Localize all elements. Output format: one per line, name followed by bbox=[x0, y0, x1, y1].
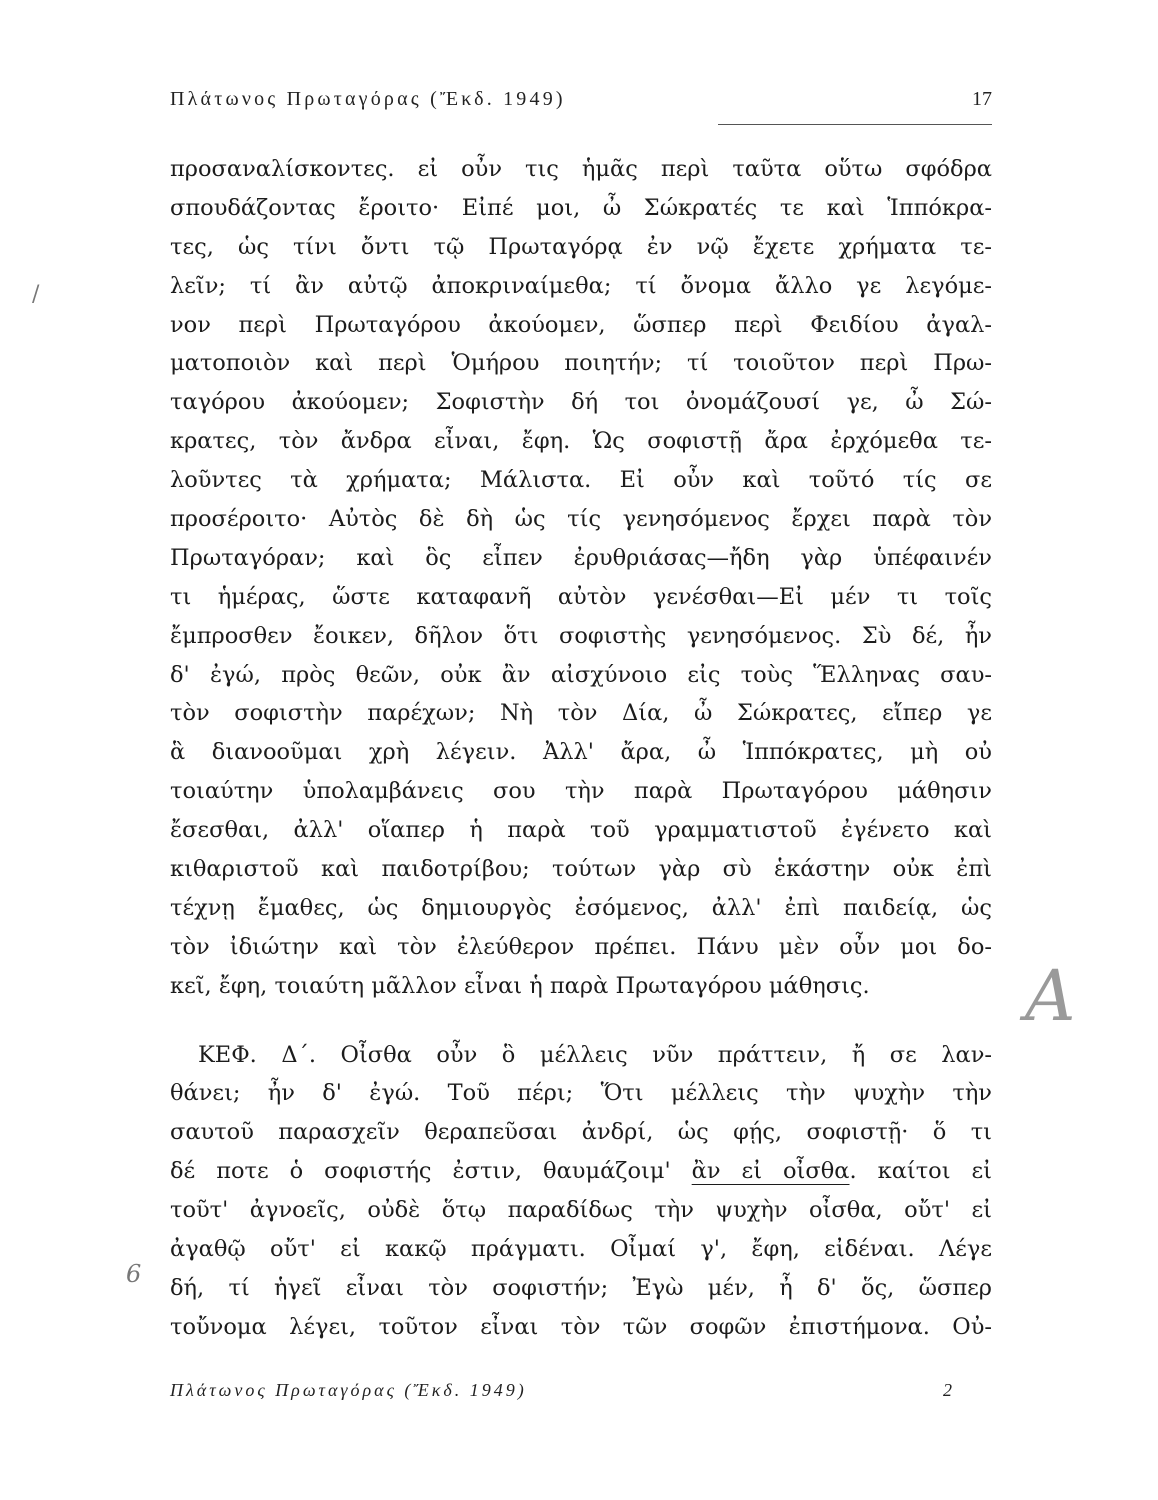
text-line: τὸν σοφιστὴν παρέχων; Νὴ τὸν Δία, ὦ Σώκρατες, εἴπερ γε bbox=[170, 700, 992, 727]
text-line: προσαναλίσκοντες. εἰ οὖν τις ἡμᾶς περὶ ταῦτα οὕτω σφόδρα bbox=[170, 156, 992, 182]
text-line: ἔσεσθαι, ἀλλ' οἵαπερ ἡ παρὰ τοῦ γραμματιστοῦ ἐγένετο καὶ bbox=[170, 817, 992, 844]
text-line: σπουδάζοντας ἔροιτο· Εἰπέ μοι, ὦ Σώκρατές τε καὶ Ἱππόκρα- bbox=[170, 194, 992, 221]
text-line: ἀγαθῷ οὔτ' εἰ κακῷ πράγματι. Οἶμαί γ', ἔφη, εἰδέναι. Λέγε bbox=[170, 1236, 992, 1263]
text-line: δ' ἐγώ, πρὸς θεῶν, οὐκ ἂν αἰσχύνοιο εἰς τοὺς Ἕλληνας σαυ- bbox=[170, 661, 992, 688]
text-line: τοὔνομα λέγει, τοῦτον εἶναι τὸν τῶν σοφῶν ἐπιστήμονα. Οὐ- bbox=[170, 1313, 992, 1340]
margin-annotation-right: A bbox=[1025, 955, 1076, 1037]
text-line: κιθαριστοῦ καὶ παιδοτρίβου; τούτων γὰρ σὺ ἑκάστην οὐκ ἐπὶ bbox=[170, 856, 992, 883]
text-line: Πρωταγόραν; καὶ ὃς εἶπεν ἐρυθριάσας—ἤδη γὰρ ὑπέφαινέν bbox=[170, 544, 992, 571]
text-line: κρατες, τὸν ἄνδρα εἶναι, ἔφη. Ὡς σοφιστῇ ἄρα ἐρχόμεθα τε- bbox=[170, 428, 992, 455]
text-line: ἃ διανοοῦμαι χρὴ λέγειν. Ἀλλ' ἄρα, ὦ Ἱππόκρατες, μὴ οὐ bbox=[170, 739, 992, 766]
text-line: ματοποιὸν καὶ περὶ Ὁμήρου ποιητήν; τί τοιοῦτον περὶ Πρω- bbox=[170, 350, 992, 377]
text-line: θάνει; ἦν δ' ἐγώ. Τοῦ πέρι; Ὅτι μέλλεις τὴν ψυχὴν τὴν bbox=[170, 1080, 992, 1107]
text-line: ἔμπροσθεν ἔοικεν, δῆλον ὅτι σοφιστὴς γενησόμενος. Σὺ δέ, ἦν bbox=[170, 622, 992, 649]
body-text bbox=[170, 150, 992, 1347]
page-footer bbox=[170, 1380, 992, 1410]
text-segment: . καίτοι εἰ bbox=[849, 1158, 992, 1185]
text-line: τι ἡμέρας, ὥστε καταφανῆ αὐτὸν γενέσθαι—Εἰ μέν τι τοῖς bbox=[170, 583, 992, 610]
text-line: νον περὶ Πρωταγόρου ἀκούομεν, ὥσπερ περὶ Φειδίου ἀγαλ- bbox=[170, 311, 992, 338]
text-line: κεῖ, ἔφη, τοιαύτη μᾶλλον εἶναι ἡ παρὰ Πρωταγόρου μάθησις. bbox=[170, 972, 870, 999]
text-line: σαυτοῦ παρασχεῖν θεραπεῦσαι ἀνδρί, ὡς φῄς, σοφιστῇ· ὅ τι bbox=[170, 1119, 992, 1146]
paragraph-gap bbox=[170, 1006, 992, 1036]
text-line: τοιαύτην ὑπολαμβάνεις σου τὴν παρὰ Πρωταγόρου μάθησιν bbox=[170, 778, 992, 805]
footer-title: Πλάτωνος Πρωταγόρας (Ἔκδ. 1949) bbox=[170, 1380, 527, 1400]
text-segment: δέ ποτε ὁ σοφιστής ἐστιν, θαυμάζοιμ' bbox=[170, 1158, 692, 1185]
text-line: τὸν ἰδιώτην καὶ τὸν ἐλεύθερον πρέπει. Πάνυ μὲν οὖν μοι δο- bbox=[170, 933, 992, 960]
signature-mark: 2 bbox=[943, 1380, 952, 1400]
margin-annotation-six: 6 bbox=[126, 1260, 142, 1288]
chapter-heading-line: ΚΕΦ. Δ΄. Οἶσθα οὖν ὃ μέλλεις νῦν πράττειν, ἤ σε λαν- bbox=[198, 1041, 992, 1068]
header-rule bbox=[718, 124, 992, 125]
running-head bbox=[170, 88, 992, 122]
text-line: ταγόρου ἀκούομεν; Σοφιστὴν δή τοι ὀνομάζουσί γε, ὦ Σώ- bbox=[170, 389, 992, 416]
text-line: τέχνῃ ἔμαθες, ὡς δημιουργὸς ἐσόμενος, ἀλλ' ἐπὶ παιδείᾳ, ὡς bbox=[170, 894, 992, 921]
text-line: λοῦντες τὰ χρήματα; Μάλιστα. Εἰ οὖν καὶ τοῦτό τίς σε bbox=[170, 467, 992, 494]
text-line: λεῖν; τί ἂν αὐτῷ ἀποκριναίμεθα; τί ὄνομα ἄλλο γε λεγόμε- bbox=[170, 272, 992, 299]
margin-annotation-slash: / bbox=[32, 282, 40, 307]
running-title: Πλάτωνος Πρωταγόρας (Ἔκδ. 1949) bbox=[170, 88, 566, 110]
text-line: δή, τί ἡγεῖ εἶναι τὸν σοφιστήν; Ἐγὼ μέν, ἦ δ' ὅς, ὥσπερ bbox=[170, 1274, 992, 1301]
underlined-phrase: ἂν εἰ οἶσθα bbox=[691, 1158, 850, 1185]
text-line-underlined bbox=[170, 1152, 992, 1191]
text-line: τοῦτ' ἀγνοεῖς, οὐδὲ ὅτῳ παραδίδως τὴν ψυχὴν οἶσθα, οὔτ' εἰ bbox=[170, 1197, 992, 1224]
text-line: προσέροιτο· Αὐτὸς δὲ δὴ ὡς τίς γενησόμενος ἔρχει παρὰ τὸν bbox=[170, 506, 992, 533]
text-line: τες, ὡς τίνι ὄντι τῷ Πρωταγόρᾳ ἐν νῷ ἔχετε χρήματα τε- bbox=[170, 233, 992, 260]
page-number: 17 bbox=[972, 88, 992, 110]
